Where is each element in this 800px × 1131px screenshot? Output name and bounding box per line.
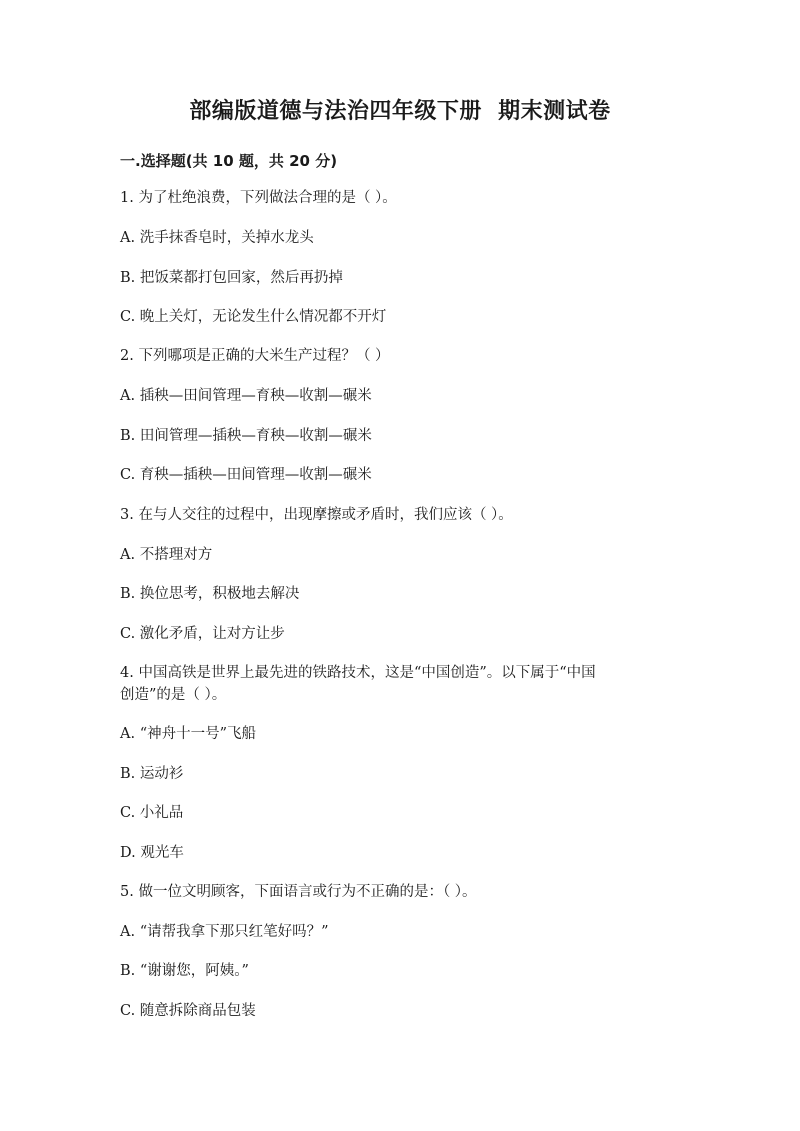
question-4-option-d: D. 观光车 xyxy=(120,845,184,861)
question-3-option-a: A. 不搭理对方 xyxy=(120,547,213,563)
question-1-option-b: B. 把饭菜都打包回家，然后再扔掉 xyxy=(120,270,343,286)
question-1-stem: 1. 为了杜绝浪费，下列做法合理的是（ ）。 xyxy=(120,190,397,206)
question-5-stem: 5. 做一位文明顾客，下面语言或行为不正确的是：（ ）。 xyxy=(120,884,477,900)
question-4-option-b: B. 运动衫 xyxy=(120,766,184,782)
question-4-option-c: C. 小礼品 xyxy=(120,805,184,821)
question-5-option-a: A. “请帮我拿下那只红笔好吗？” xyxy=(120,924,329,940)
question-2-option-c: C. 育秧—插秧—田间管理—收割—碾米 xyxy=(120,467,372,483)
question-2-option-b: B. 田间管理—插秧—育秧—收割—碾米 xyxy=(120,428,372,444)
question-5-option-c: C. 随意拆除商品包装 xyxy=(120,1003,256,1019)
section-heading: 一.选择题(共 10 题，共 20 分) xyxy=(120,152,338,170)
question-3-option-b: B. 换位思考，积极地去解决 xyxy=(120,586,300,602)
question-5-option-b: B. “谢谢您，阿姨。” xyxy=(120,963,249,979)
question-2-option-a: A. 插秧—田间管理—育秧—收割—碾米 xyxy=(120,388,372,404)
question-4-stem-line-1: 4. 中国高铁是世界上最先进的铁路技术，这是“中国创造”。以下属于“中国 xyxy=(120,665,596,681)
question-3-option-c: C. 激化矛盾，让对方让步 xyxy=(120,626,285,642)
question-4-option-a: A. “神舟十一号”飞船 xyxy=(120,726,257,742)
question-2-stem: 2. 下列哪项是正确的大米生产过程？（ ） xyxy=(120,348,390,364)
question-1-option-a: A. 洗手抹香皂时，关掉水龙头 xyxy=(120,230,314,246)
question-4-stem-line-2: 创造”的是（ ）。 xyxy=(120,687,227,703)
page-title: 部编版道德与法治四年级下册 期末测试卷 xyxy=(189,99,611,124)
question-3-stem: 3. 在与人交往的过程中，出现摩擦或矛盾时，我们应该（ ）。 xyxy=(120,507,513,523)
question-1-option-c: C. 晚上关灯，无论发生什么情况都不开灯 xyxy=(120,309,387,325)
